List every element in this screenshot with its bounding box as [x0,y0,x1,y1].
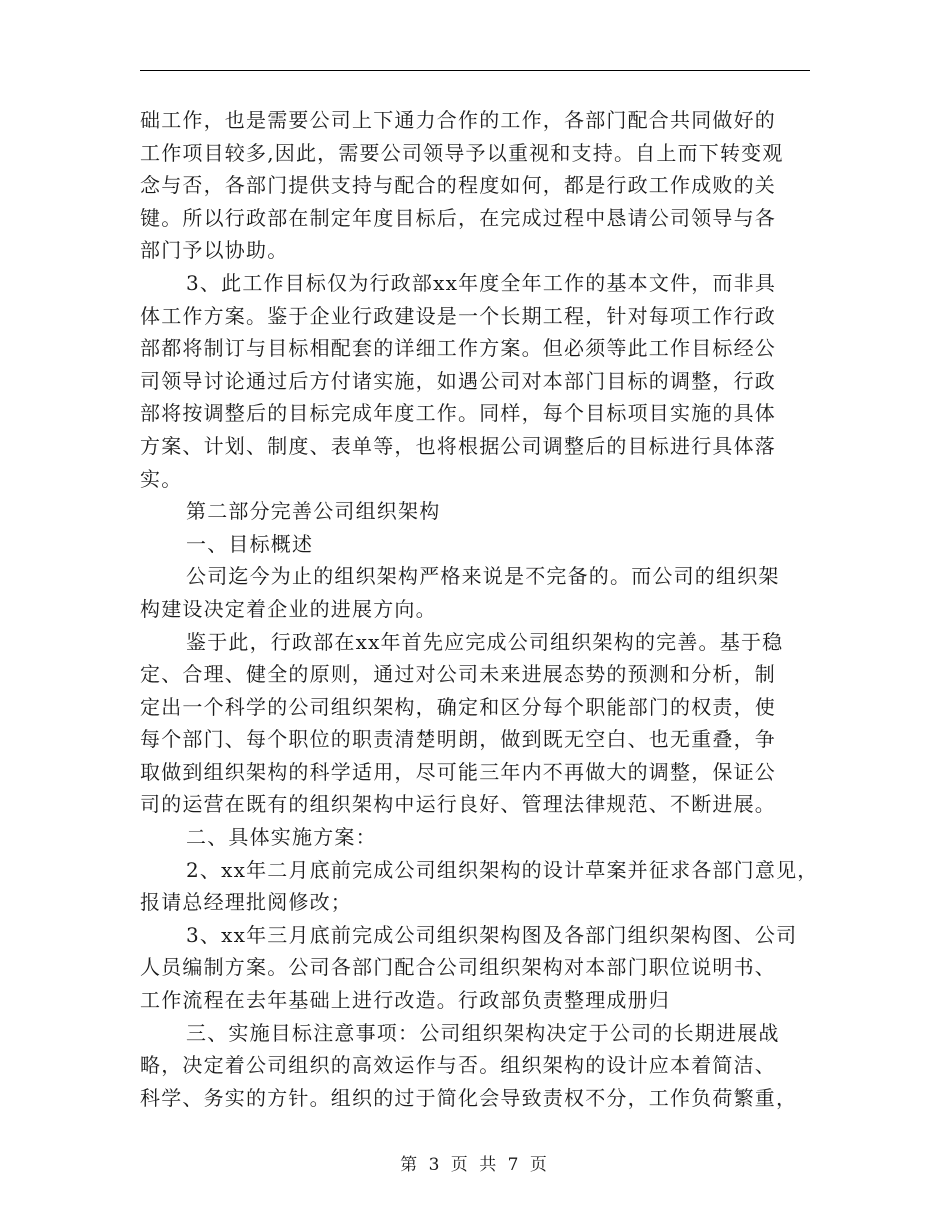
paragraph-first-line: 二、具体实施方案： [186,825,377,850]
page-footer: 第 3 页 共 7 页 [400,1155,550,1175]
paragraph-line: 实。 [140,466,183,491]
paragraph-line: 部都将制订与目标相配套的详细工作方案。但必须等此工作目标经公 [140,336,776,361]
paragraph-first-line: 三、实施目标注意事项：公司组织架构决定于公司的长期进展战 [186,1020,780,1045]
paragraph-line: 人员编制方案。公司各部门配合公司组织架构对本部门职位说明书、 [140,955,776,980]
paragraph-first-line: 3、xx年三月底前完成公司组织架构图及各部门组织架构图、公司 [186,922,798,947]
paragraph-first-line: 公司迄今为止的组织架构严格来说是不完备的。而公司的组织架 [186,564,780,589]
paragraph-first-line: 鉴于此，行政部在xx年首先应完成公司组织架构的完善。基于稳 [186,629,784,654]
paragraph-first-line: 第二部分完善公司组织架构 [186,499,441,524]
paragraph-first-line: 一、目标概述 [186,531,314,556]
paragraph-line: 部将按调整后的目标完成年度工作。同样，每个目标项目实施的具体 [140,401,776,426]
paragraph-line: 方案、计划、制度、表单等，也将根据公司调整后的目标进行具体落 [140,433,776,458]
paragraph-line: 定出一个科学的公司组织架构，确定和区分每个职能部门的权责，使 [140,694,776,719]
paragraph-line: 定、合理、健全的原则，通过对公司未来进展态势的预测和分析，制 [140,662,776,687]
document-body [140,104,830,1114]
paragraph-line: 念与否，各部门提供支持与配合的程度如何，都是行政工作成败的关 [140,173,776,198]
paragraph-line: 构建设决定着企业的进展方向。 [140,596,437,621]
paragraph-line: 工作项目较多,因此，需要公司领导予以重视和支持。自上而下转变观 [140,140,784,165]
paragraph-line: 体工作方案。鉴于企业行政建设是一个长期工程，针对每项工作行政 [140,303,776,328]
paragraph-line: 司领导讨论通过后方付诸实施，如遇公司对本部门目标的调整，行政 [140,368,776,393]
header-rule [140,70,810,71]
paragraph-line: 每个部门、每个职位的职责清楚明朗，做到既无空白、也无重叠，争 [140,727,776,752]
paragraph-line: 键。所以行政部在制定年度目标后，在完成过程中恳请公司领导与各 [140,205,776,230]
paragraph-first-line: 3、此工作目标仅为行政部xx年度全年工作的基本文件，而非具 [186,270,777,295]
paragraph-line: 础工作，也是需要公司上下通力合作的工作，各部门配合共同做好的 [140,108,776,132]
paragraph-line: 部门予以协助。 [140,238,289,263]
paragraph-line: 科学、务实的方针。组织的过于简化会导致责权不分，工作负荷繁重， [140,1085,798,1110]
paragraph-first-line: 2、xx年二月底前完成公司组织架构的设计草案并征求各部门意见， [186,857,819,882]
paragraph-line: 略，决定着公司组织的高效运作与否。组织架构的设计应本着简洁、 [140,1053,776,1078]
paragraph-line: 取做到组织架构的科学适用，尽可能三年内不再做大的调整，保证公 [140,759,776,784]
paragraph-line: 报请总经理批阅修改； [140,890,352,915]
paragraph-line: 工作流程在去年基础上进行改造。行政部负责整理成册归 [140,988,670,1013]
paragraph-line: 司的运营在既有的组织架构中运行良好、管理法律规范、不断进展。 [140,792,776,817]
